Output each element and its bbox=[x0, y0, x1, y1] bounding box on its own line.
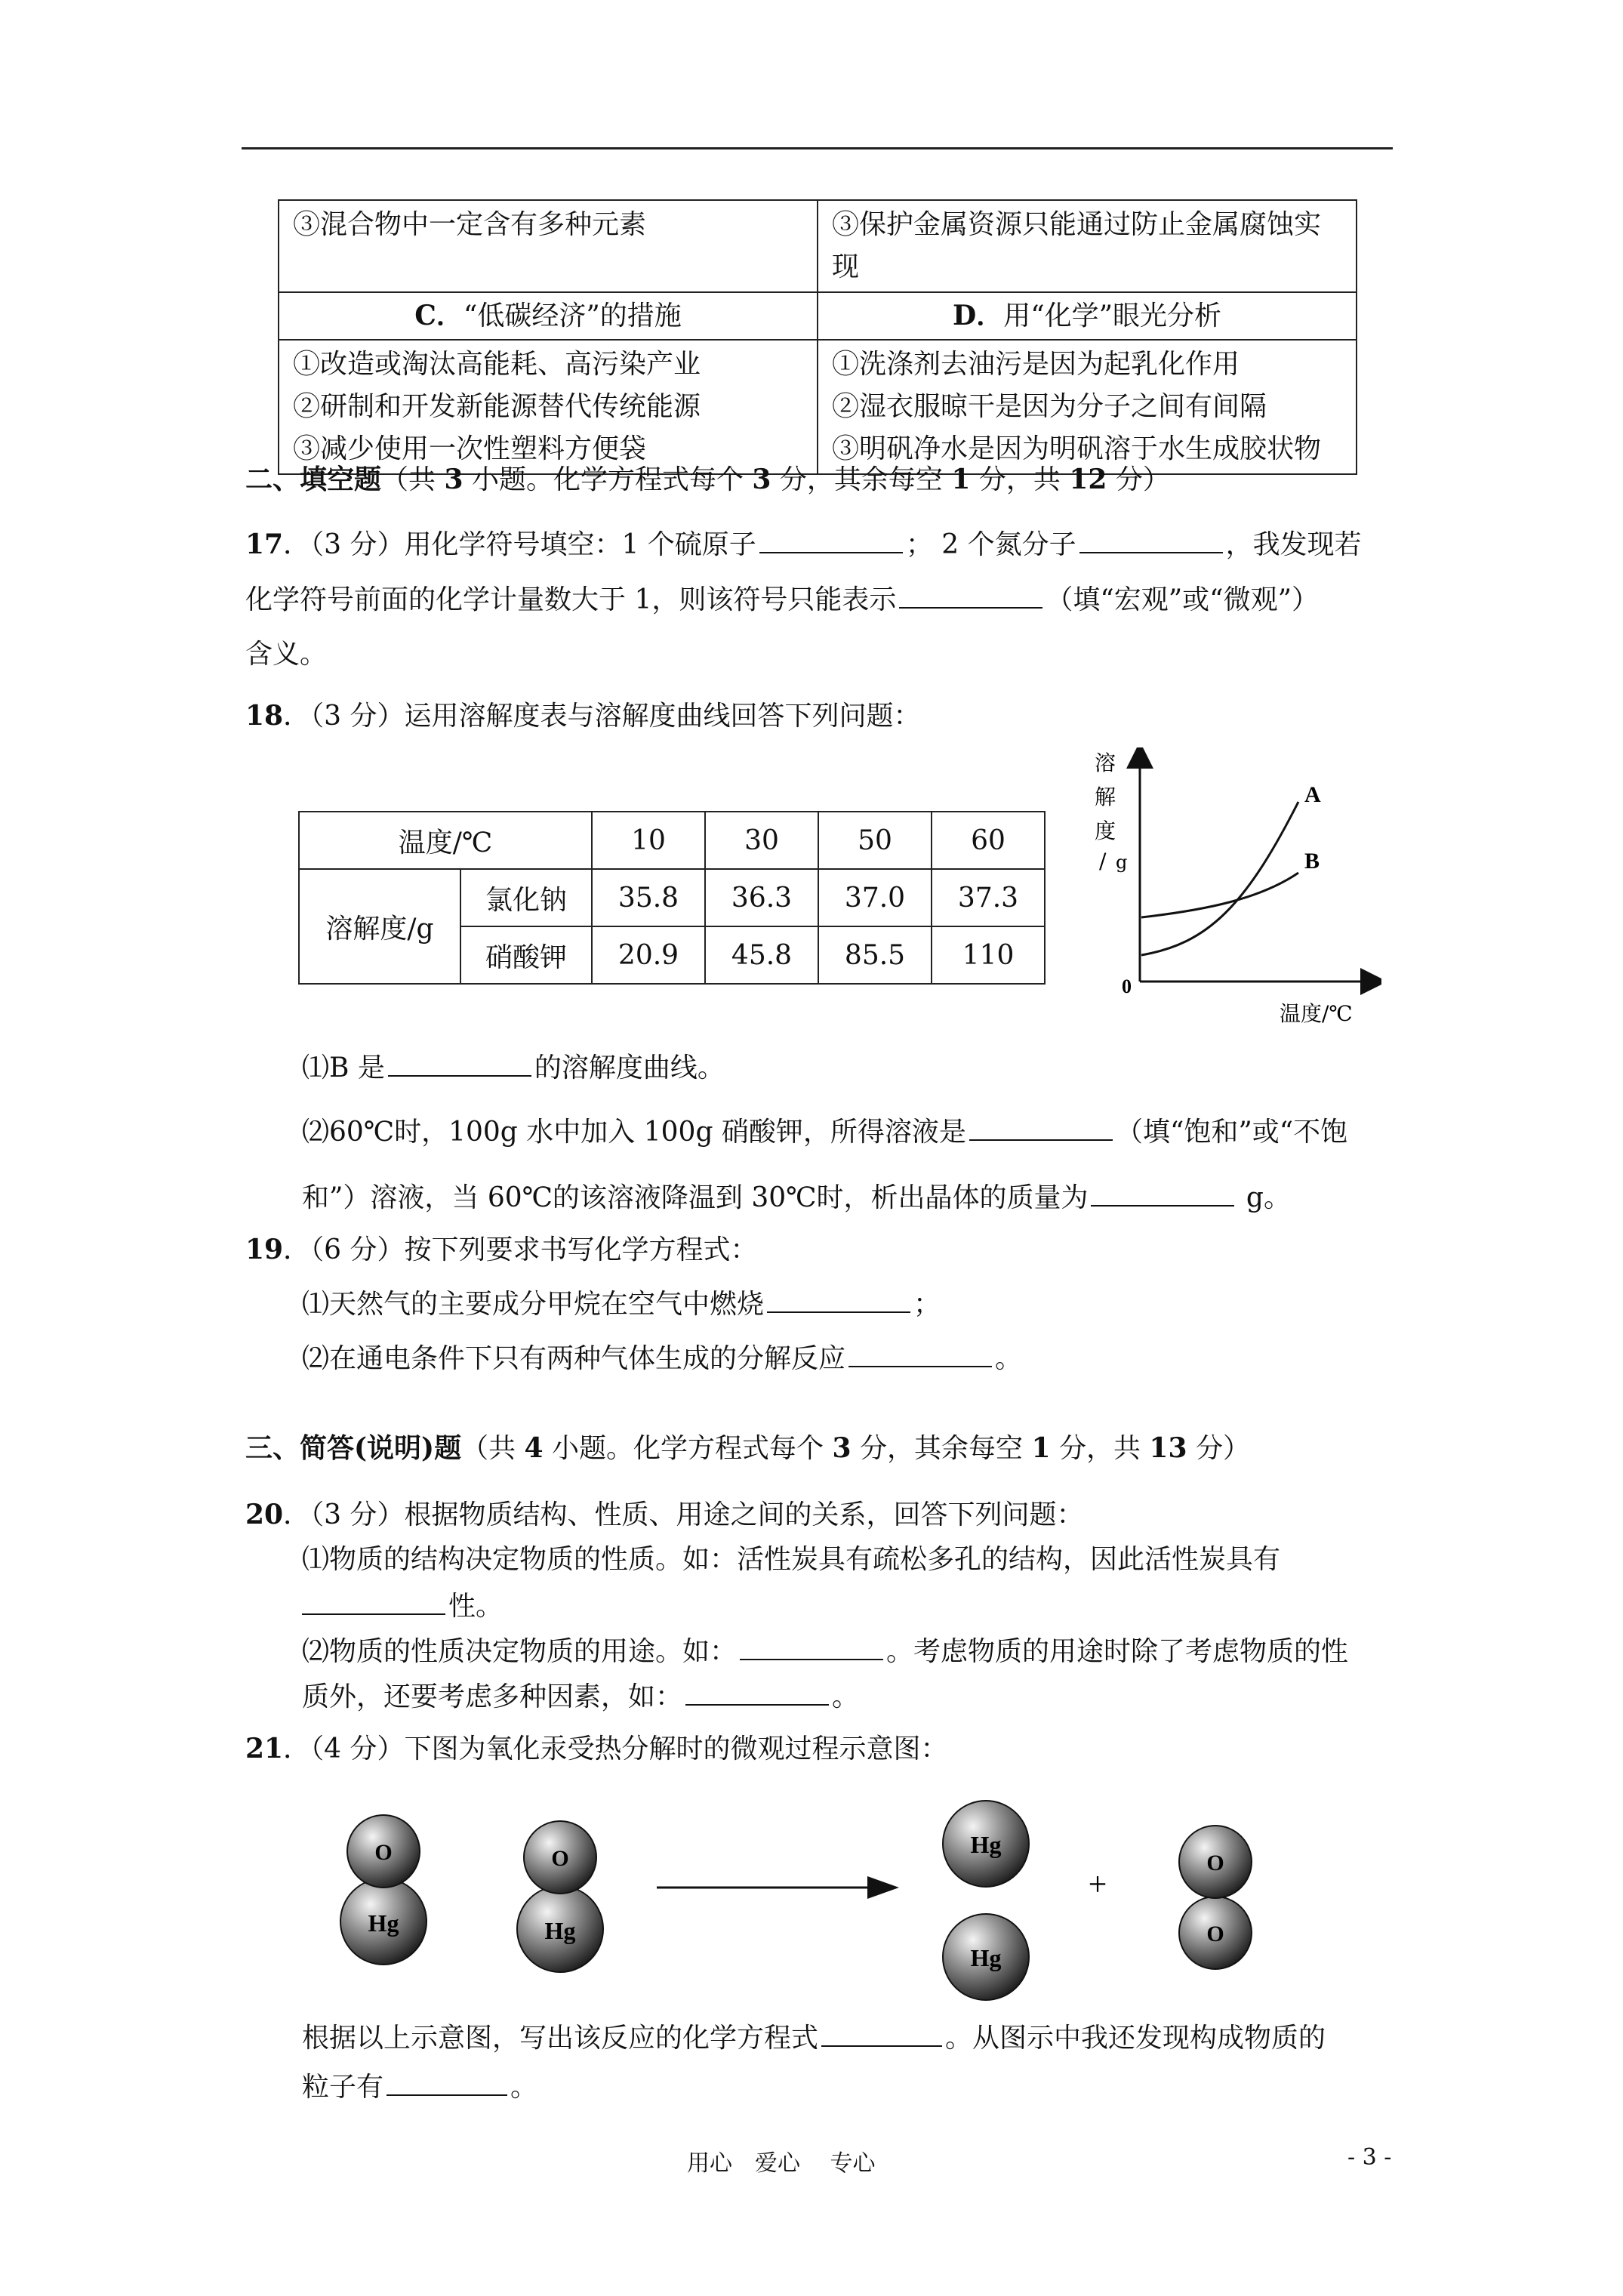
row-group-label: 溶解度/g bbox=[299, 869, 460, 984]
table-cell-d-items bbox=[818, 340, 1357, 474]
hg-atom-label: Hg bbox=[970, 1944, 1002, 1971]
table-row bbox=[299, 869, 1045, 926]
q18-part1: ⑴B 是 的溶解度曲线。 bbox=[302, 1049, 725, 1086]
q17-line1: 17．（3 分）用化学符号填空：1 个硫原子 ； 2 个氮分子 ，我发现若 bbox=[245, 526, 1362, 562]
list-item: ②湿衣服晾干是因为分子之间有间隔 bbox=[832, 391, 1267, 422]
list-item: ③明矾净水是因为明矾溶于水生成胶状物 bbox=[832, 433, 1322, 464]
q18-stem: 18．（3 分）运用溶解度表与溶解度曲线回答下列问题： bbox=[245, 700, 921, 732]
q20-part2: ⑵物质的性质决定物质的用途。如： 。考虑物质的用途时除了考虑物质的性 bbox=[302, 1633, 1348, 1669]
q18-part2: ⑵60℃时，100g 水中加入 100g 硝酸钾，所得溶液是 （填“饱和”或“不饱 bbox=[302, 1114, 1347, 1150]
row-label: 氯化钠 bbox=[460, 869, 592, 926]
table-cell: 85.5 bbox=[818, 926, 932, 984]
table-cell: 110 bbox=[932, 926, 1045, 984]
list-item: ③减少使用一次性塑料方便袋 bbox=[293, 433, 647, 464]
q18-part2-cont: 和”）溶液，当 60℃的该溶液降温到 30℃时，析出晶体的质量为 g。 bbox=[302, 1179, 1291, 1216]
q20-part2-cont: 质外，还要考虑多种因素，如： 。 bbox=[302, 1678, 859, 1715]
table-cell: 36.3 bbox=[705, 869, 818, 926]
solubility-curve-graph bbox=[1079, 747, 1381, 1034]
table-header-c: C．“低碳经济”的措施 bbox=[279, 292, 818, 340]
row-label: 硝酸钾 bbox=[460, 926, 592, 984]
q19-part2: ⑵在通电条件下只有两种气体生成的分解反应 。 bbox=[302, 1340, 1022, 1376]
solubility-table bbox=[298, 811, 1046, 985]
curve-a bbox=[1141, 802, 1298, 955]
hg-atom-label: Hg bbox=[368, 1909, 399, 1937]
hgo-molecule bbox=[340, 1815, 427, 1965]
y-label-char: 溶 bbox=[1095, 750, 1116, 775]
answer-blank[interactable] bbox=[685, 1678, 829, 1706]
answer-blank[interactable] bbox=[969, 1114, 1113, 1141]
table-cell: ③保护金属资源只能通过防止金属腐蚀实现 bbox=[818, 200, 1357, 292]
section-3-heading: 三、简答(说明)题（共 4 小题。化学方程式每个 3 分，其余每空 1 分，共 13 分） bbox=[245, 1432, 1250, 1464]
q17-line3: 含义。 bbox=[245, 639, 328, 670]
answer-blank[interactable] bbox=[740, 1633, 883, 1660]
curve-b-label: B bbox=[1304, 849, 1320, 874]
answer-blank[interactable] bbox=[1091, 1179, 1234, 1207]
hgo-molecule bbox=[517, 1821, 603, 1972]
hg-atom-label: Hg bbox=[970, 1831, 1002, 1858]
table-cell-c-items bbox=[279, 340, 818, 474]
o2-molecule bbox=[1179, 1826, 1252, 1969]
o-atom-label: O bbox=[1206, 1922, 1224, 1946]
curve-b bbox=[1141, 873, 1298, 917]
answer-blank[interactable] bbox=[388, 1049, 531, 1077]
table-header: 50 bbox=[818, 812, 932, 869]
answer-blank[interactable] bbox=[821, 2020, 942, 2047]
table-cell: 45.8 bbox=[705, 926, 818, 984]
table-cell: 20.9 bbox=[592, 926, 705, 984]
mercury-oxide-decomposition-diagram bbox=[325, 1789, 1306, 2008]
table-header: 60 bbox=[932, 812, 1045, 869]
table-cell: ③混合物中一定含有多种元素 bbox=[279, 200, 818, 292]
q20-part1: ⑴物质的结构决定物质的性质。如：活性炭具有疏松多孔的结构，因此活性炭具有 bbox=[302, 1544, 1281, 1575]
section-2-heading: 二、填空题（共 3 小题。化学方程式每个 3 分，其余每空 1 分，共 12 分） bbox=[245, 464, 1170, 495]
answer-blank[interactable] bbox=[759, 526, 903, 553]
header-rule bbox=[242, 147, 1393, 149]
table-cell: 35.8 bbox=[592, 869, 705, 926]
q17-line2: 化学符号前面的化学计量数大于 1，则该符号只能表示 （填“宏观”或“微观”） bbox=[245, 581, 1319, 618]
table-cell: 37.3 bbox=[932, 869, 1045, 926]
curve-a-label: A bbox=[1304, 782, 1321, 807]
answer-blank[interactable] bbox=[387, 2069, 507, 2096]
y-label-char: 解 bbox=[1095, 784, 1116, 809]
answer-blank[interactable] bbox=[1079, 526, 1223, 553]
q20-part1-cont: 性。 bbox=[302, 1588, 503, 1624]
q20-stem: 20．（3 分）根据物质结构、性质、用途之间的关系，回答下列问题： bbox=[245, 1499, 1084, 1530]
y-label-char: 度 bbox=[1095, 818, 1116, 843]
hg-atom-label: Hg bbox=[544, 1917, 576, 1944]
table-header: 10 bbox=[592, 812, 705, 869]
q19-part1: ⑴天然气的主要成分甲烷在空气中燃烧 ； bbox=[302, 1286, 941, 1322]
page-number: - 3 - bbox=[1347, 2144, 1392, 2171]
origin-label: 0 bbox=[1122, 975, 1132, 997]
list-item: ①洗涤剂去油污是因为起乳化作用 bbox=[832, 349, 1240, 380]
q21-line1: 根据以上示意图，写出该反应的化学方程式 。从图示中我还发现构成物质的 bbox=[302, 2020, 1326, 2056]
q21-stem: 21．（4 分）下图为氧化汞受热分解时的微观过程示意图： bbox=[245, 1733, 948, 1764]
answer-blank[interactable] bbox=[302, 1588, 445, 1615]
o-atom-label: O bbox=[551, 1846, 569, 1871]
y-label-char: g bbox=[1116, 852, 1128, 873]
table-header-d: D．用“化学”眼光分析 bbox=[818, 292, 1357, 340]
list-item: ②研制和开发新能源替代传统能源 bbox=[293, 391, 701, 422]
table-header: 温度/℃ bbox=[299, 812, 592, 869]
answer-blank[interactable] bbox=[899, 581, 1042, 609]
knowledge-table bbox=[278, 199, 1357, 475]
y-label-char: / bbox=[1099, 849, 1107, 874]
q19-stem: 19．（6 分）按下列要求书写化学方程式： bbox=[245, 1234, 758, 1265]
o-atom-label: O bbox=[1206, 1851, 1224, 1875]
answer-blank[interactable] bbox=[767, 1286, 910, 1313]
table-header: 30 bbox=[705, 812, 818, 869]
plus-sign: + bbox=[1088, 1866, 1107, 1903]
table-cell: 37.0 bbox=[818, 869, 932, 926]
x-axis-label: 温度/℃ bbox=[1280, 1001, 1353, 1026]
o-atom-label: O bbox=[374, 1840, 393, 1865]
answer-blank[interactable] bbox=[848, 1340, 992, 1367]
list-item: ①改造或淘汰高能耗、高污染产业 bbox=[293, 349, 701, 380]
footer-motto: 用心 爱心 专心 bbox=[687, 2150, 876, 2177]
q21-line2: 粒子有 。 bbox=[302, 2069, 537, 2105]
